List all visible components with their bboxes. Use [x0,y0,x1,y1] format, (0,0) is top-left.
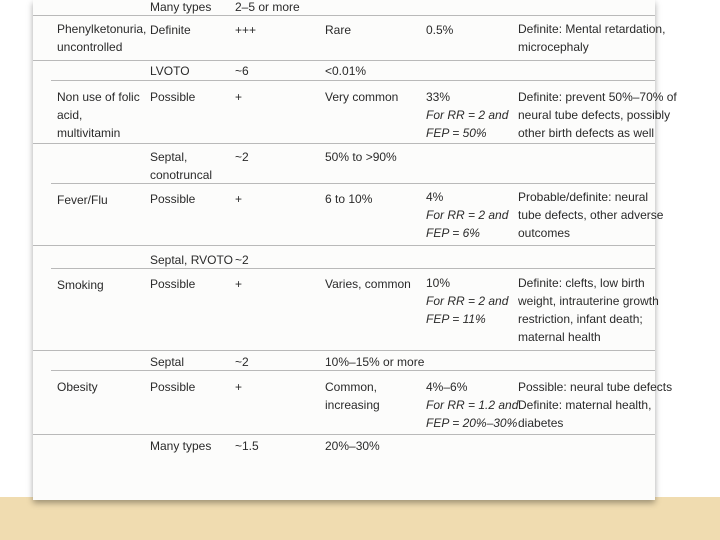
fep-line: 4% [426,190,444,204]
evidence-cell: Many types [150,439,212,453]
frequency-cell: 20%–30% [325,439,380,453]
frequency-cell: 10%–15% or more [325,355,425,369]
notes-line: Definite: clefts, low birth [518,276,645,290]
notes-line: Definite: Mental retardation, [518,22,666,36]
notes-line: microcephaly [518,40,589,54]
fep-line: 33% [426,90,451,104]
frequency-cell: Varies, common [325,277,411,291]
row-divider [33,143,655,144]
bottom-decorative-band [0,497,720,540]
frequency-cell: Rare [325,23,352,37]
frequency-cell: Common, increasing [325,380,380,412]
relative-risk-cell: ~2 [235,150,249,164]
frequency-cell: Very common [325,90,399,104]
condition-cell: Phenylketonuria, uncontrolled [57,22,147,54]
fep-line: For RR = 2 and [426,208,509,222]
fep-cell [426,88,508,142]
notes-line: Probable/definite: neural [518,190,649,204]
fep-line: For RR = 2 and [426,108,509,122]
row-divider [51,268,655,269]
relative-risk-cell: ~6 [235,64,249,78]
row-divider [33,434,655,435]
relative-risk-cell: ~2 [235,355,249,369]
evidence-cell: Possible [150,277,196,291]
notes-line: tube defects, other adverse [518,208,664,222]
scanned-table-page [33,0,677,500]
relative-risk-cell: +++ [235,23,257,37]
evidence-cell: Many types [150,0,212,14]
condition-cell: Fever/Flu [57,193,108,207]
fep-line: For RR = 2 and [426,294,509,308]
condition-cell: Smoking [57,278,104,292]
fep-cell [426,274,508,328]
notes-cell [518,378,672,432]
evidence-cell: Septal, conotruncal [150,150,213,182]
relative-risk-cell: 2–5 or more [235,0,300,14]
row-divider [51,183,655,184]
row-divider [33,245,655,246]
fep-cell [426,21,453,39]
notes-cell [518,188,663,242]
notes-line: weight, intrauterine growth [518,294,659,308]
row-divider [33,15,655,16]
fep-line: 4%–6% [426,380,468,394]
frequency-cell: 50% to >90% [325,150,397,164]
notes-line: Definite: maternal health, [518,398,652,412]
condition-cell: Obesity [57,380,98,394]
notes-line: Definite: prevent 50%–70% of [518,90,677,104]
relative-risk-cell: + [235,192,243,206]
evidence-cell: LVOTO [150,64,190,78]
relative-risk-cell: ~2 [235,253,249,267]
notes-line: maternal health [518,330,601,344]
notes-cell [518,274,659,346]
fep-line: For RR = 1.2 and [426,398,519,412]
notes-line: restriction, infant death; [518,312,643,326]
evidence-cell: Septal, RVOTO [150,253,233,267]
notes-line: neural tube defects, possibly [518,108,671,122]
notes-line: Possible: neural tube defects [518,380,673,394]
fep-line: FEP = 11% [426,312,486,326]
frequency-cell: <0.01% [325,64,367,78]
notes-line: outcomes [518,226,571,240]
evidence-cell: Possible [150,90,196,104]
notes-cell [518,88,677,142]
evidence-cell: Septal [150,355,185,369]
fep-line: 10% [426,276,451,290]
notes-line: diabetes [518,416,564,430]
fep-line: 0.5% [426,23,454,37]
row-divider [33,60,655,61]
evidence-cell: Possible [150,380,196,394]
fep-cell [426,188,508,242]
fep-line: FEP = 6% [426,226,480,240]
fep-cell [426,378,518,432]
notes-cell [518,20,665,56]
condition-cell: Non use of folic acid, multivitamin [57,90,140,140]
fep-line: FEP = 50% [426,126,487,140]
relative-risk-cell: + [235,380,243,394]
row-divider [33,350,655,351]
row-divider [51,80,655,81]
relative-risk-cell: + [235,277,243,291]
fep-line: FEP = 20%–30% [426,416,518,430]
evidence-cell: Definite [150,23,191,37]
relative-risk-cell: ~1.5 [235,439,259,453]
evidence-cell: Possible [150,192,196,206]
notes-line: other birth defects as well [518,126,655,140]
relative-risk-cell: + [235,90,243,104]
frequency-cell: 6 to 10% [325,192,373,206]
